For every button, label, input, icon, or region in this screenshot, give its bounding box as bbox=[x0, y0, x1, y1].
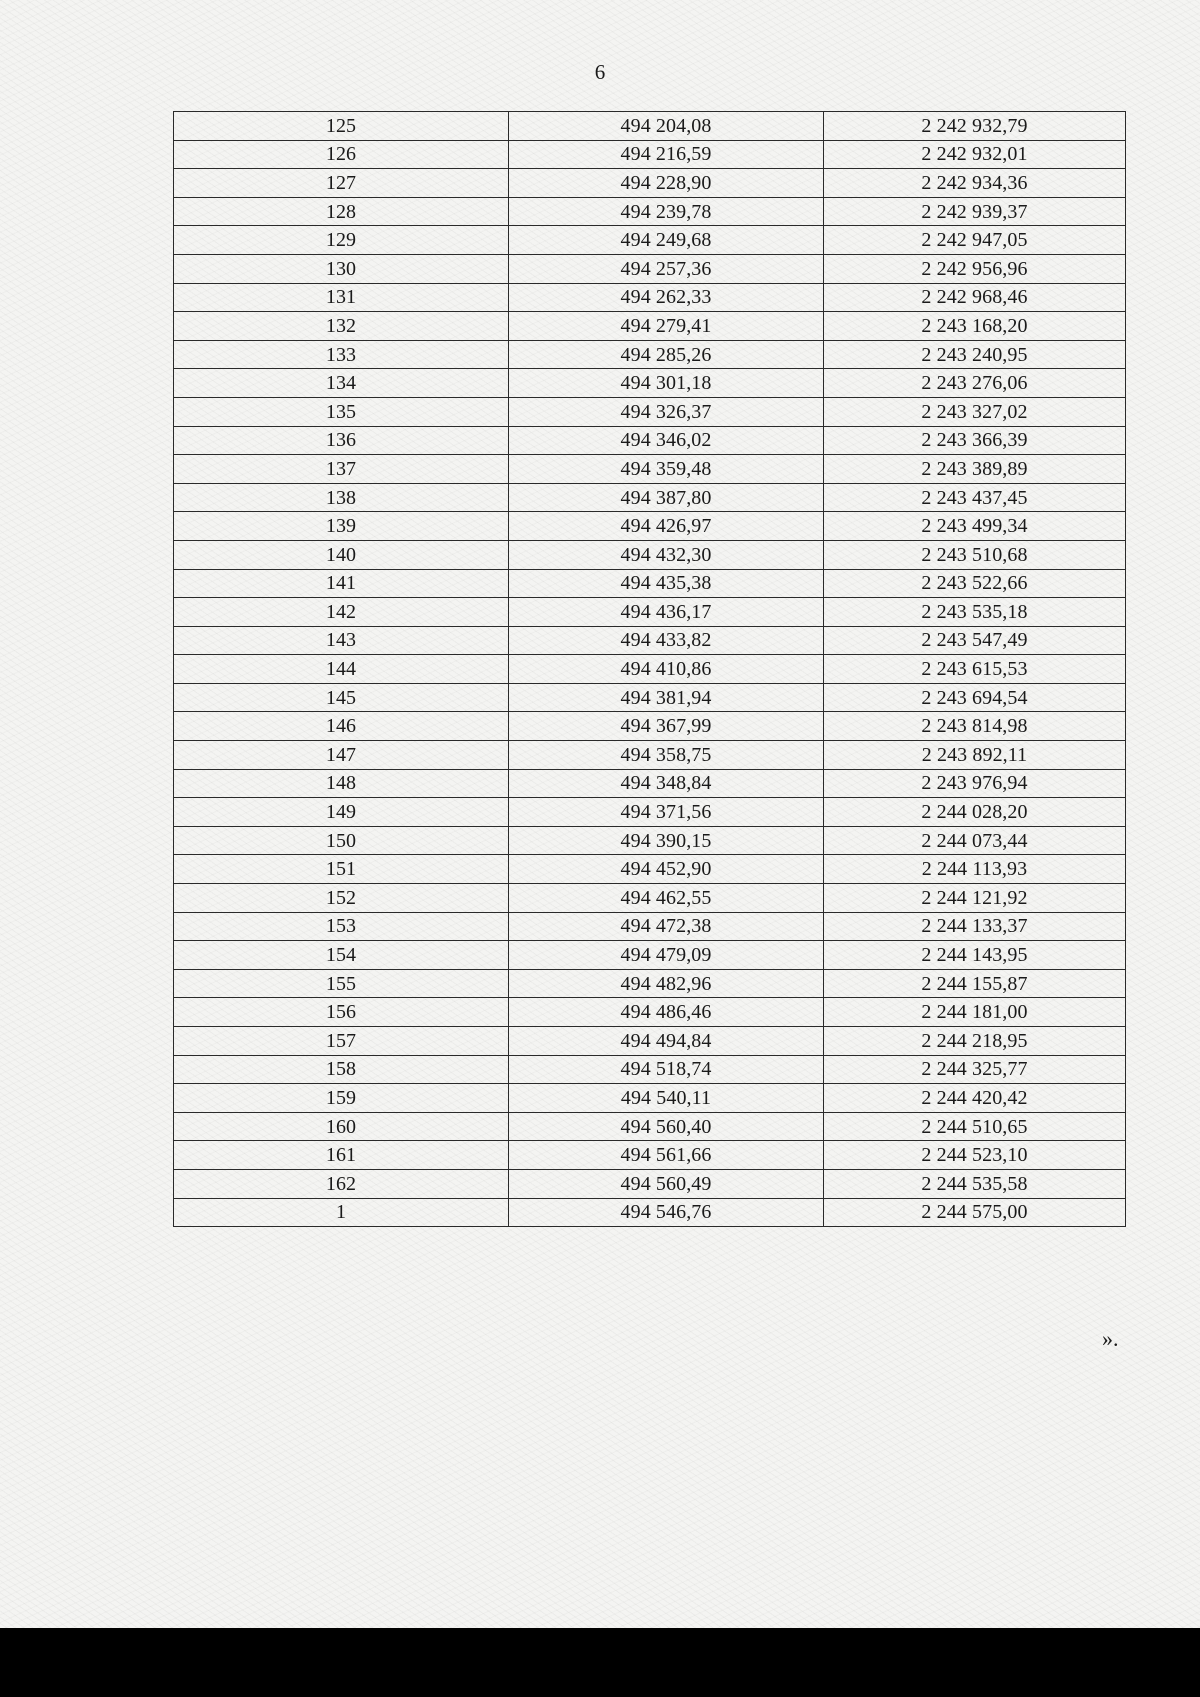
x-coordinate-cell: 494 462,55 bbox=[509, 884, 824, 913]
table-row bbox=[174, 655, 1126, 684]
point-number-cell: 131 bbox=[174, 283, 509, 312]
x-coordinate-cell: 494 540,11 bbox=[509, 1084, 824, 1113]
y-coordinate-cell: 2 243 366,39 bbox=[824, 426, 1126, 455]
y-coordinate-cell: 2 243 814,98 bbox=[824, 712, 1126, 741]
table-row bbox=[174, 283, 1126, 312]
table-row bbox=[174, 312, 1126, 341]
x-coordinate-cell: 494 486,46 bbox=[509, 998, 824, 1027]
table-row bbox=[174, 169, 1126, 198]
x-coordinate-cell: 494 518,74 bbox=[509, 1055, 824, 1084]
x-coordinate-cell: 494 257,36 bbox=[509, 254, 824, 283]
y-coordinate-cell: 2 244 143,95 bbox=[824, 941, 1126, 970]
x-coordinate-cell: 494 561,66 bbox=[509, 1141, 824, 1170]
x-coordinate-cell: 494 390,15 bbox=[509, 826, 824, 855]
x-coordinate-cell: 494 560,40 bbox=[509, 1112, 824, 1141]
x-coordinate-cell: 494 546,76 bbox=[509, 1198, 824, 1227]
y-coordinate-cell: 2 244 181,00 bbox=[824, 998, 1126, 1027]
x-coordinate-cell: 494 249,68 bbox=[509, 226, 824, 255]
x-coordinate-cell: 494 426,97 bbox=[509, 512, 824, 541]
y-coordinate-cell: 2 244 535,58 bbox=[824, 1169, 1126, 1198]
point-number-cell: 145 bbox=[174, 683, 509, 712]
table-row bbox=[174, 1169, 1126, 1198]
x-coordinate-cell: 494 432,30 bbox=[509, 540, 824, 569]
table-row bbox=[174, 340, 1126, 369]
table-row bbox=[174, 569, 1126, 598]
point-number-cell: 130 bbox=[174, 254, 509, 283]
point-number-cell: 156 bbox=[174, 998, 509, 1027]
point-number-cell: 142 bbox=[174, 598, 509, 627]
point-number-cell: 1 bbox=[174, 1198, 509, 1227]
table-row bbox=[174, 741, 1126, 770]
y-coordinate-cell: 2 244 575,00 bbox=[824, 1198, 1126, 1227]
point-number-cell: 148 bbox=[174, 769, 509, 798]
table-row bbox=[174, 1027, 1126, 1056]
y-coordinate-cell: 2 243 327,02 bbox=[824, 397, 1126, 426]
y-coordinate-cell: 2 243 976,94 bbox=[824, 769, 1126, 798]
y-coordinate-cell: 2 242 947,05 bbox=[824, 226, 1126, 255]
point-number-cell: 149 bbox=[174, 798, 509, 827]
x-coordinate-cell: 494 433,82 bbox=[509, 626, 824, 655]
table-row bbox=[174, 1084, 1126, 1113]
y-coordinate-cell: 2 243 276,06 bbox=[824, 369, 1126, 398]
y-coordinate-cell: 2 242 934,36 bbox=[824, 169, 1126, 198]
table-row bbox=[174, 397, 1126, 426]
x-coordinate-cell: 494 367,99 bbox=[509, 712, 824, 741]
table-row bbox=[174, 826, 1126, 855]
x-coordinate-cell: 494 326,37 bbox=[509, 397, 824, 426]
point-number-cell: 127 bbox=[174, 169, 509, 198]
table-row bbox=[174, 798, 1126, 827]
coordinates-table-body bbox=[174, 112, 1126, 1227]
x-coordinate-cell: 494 381,94 bbox=[509, 683, 824, 712]
y-coordinate-cell: 2 244 121,92 bbox=[824, 884, 1126, 913]
table-row bbox=[174, 769, 1126, 798]
table-row bbox=[174, 1055, 1126, 1084]
table-row bbox=[174, 455, 1126, 484]
point-number-cell: 135 bbox=[174, 397, 509, 426]
table-row bbox=[174, 1198, 1126, 1227]
y-coordinate-cell: 2 243 510,68 bbox=[824, 540, 1126, 569]
y-coordinate-cell: 2 243 240,95 bbox=[824, 340, 1126, 369]
point-number-cell: 158 bbox=[174, 1055, 509, 1084]
table-row bbox=[174, 540, 1126, 569]
x-coordinate-cell: 494 204,08 bbox=[509, 112, 824, 141]
point-number-cell: 146 bbox=[174, 712, 509, 741]
point-number-cell: 143 bbox=[174, 626, 509, 655]
point-number-cell: 132 bbox=[174, 312, 509, 341]
table-row bbox=[174, 369, 1126, 398]
y-coordinate-cell: 2 243 535,18 bbox=[824, 598, 1126, 627]
x-coordinate-cell: 494 348,84 bbox=[509, 769, 824, 798]
table-row bbox=[174, 969, 1126, 998]
y-coordinate-cell: 2 244 073,44 bbox=[824, 826, 1126, 855]
x-coordinate-cell: 494 301,18 bbox=[509, 369, 824, 398]
point-number-cell: 134 bbox=[174, 369, 509, 398]
y-coordinate-cell: 2 242 968,46 bbox=[824, 283, 1126, 312]
table-row bbox=[174, 140, 1126, 169]
table-row bbox=[174, 512, 1126, 541]
table-row bbox=[174, 254, 1126, 283]
x-coordinate-cell: 494 479,09 bbox=[509, 941, 824, 970]
point-number-cell: 126 bbox=[174, 140, 509, 169]
table-row bbox=[174, 998, 1126, 1027]
x-coordinate-cell: 494 494,84 bbox=[509, 1027, 824, 1056]
x-coordinate-cell: 494 279,41 bbox=[509, 312, 824, 341]
table-row bbox=[174, 1141, 1126, 1170]
x-coordinate-cell: 494 358,75 bbox=[509, 741, 824, 770]
page-number: 6 bbox=[594, 60, 606, 84]
point-number-cell: 151 bbox=[174, 855, 509, 884]
closing-quote-mark: ». bbox=[1102, 1326, 1119, 1351]
y-coordinate-cell: 2 243 615,53 bbox=[824, 655, 1126, 684]
y-coordinate-cell: 2 243 168,20 bbox=[824, 312, 1126, 341]
x-coordinate-cell: 494 285,26 bbox=[509, 340, 824, 369]
point-number-cell: 161 bbox=[174, 1141, 509, 1170]
x-coordinate-cell: 494 228,90 bbox=[509, 169, 824, 198]
y-coordinate-cell: 2 244 155,87 bbox=[824, 969, 1126, 998]
x-coordinate-cell: 494 387,80 bbox=[509, 483, 824, 512]
x-coordinate-cell: 494 560,49 bbox=[509, 1169, 824, 1198]
x-coordinate-cell: 494 371,56 bbox=[509, 798, 824, 827]
y-coordinate-cell: 2 243 437,45 bbox=[824, 483, 1126, 512]
table-row bbox=[174, 884, 1126, 913]
x-coordinate-cell: 494 216,59 bbox=[509, 140, 824, 169]
point-number-cell: 157 bbox=[174, 1027, 509, 1056]
y-coordinate-cell: 2 244 325,77 bbox=[824, 1055, 1126, 1084]
point-number-cell: 139 bbox=[174, 512, 509, 541]
table-row bbox=[174, 912, 1126, 941]
scan-border-bar bbox=[0, 1628, 1200, 1697]
table-row bbox=[174, 941, 1126, 970]
point-number-cell: 141 bbox=[174, 569, 509, 598]
y-coordinate-cell: 2 243 892,11 bbox=[824, 741, 1126, 770]
table-row bbox=[174, 626, 1126, 655]
table-row bbox=[174, 197, 1126, 226]
table-row bbox=[174, 112, 1126, 141]
x-coordinate-cell: 494 452,90 bbox=[509, 855, 824, 884]
coordinates-table bbox=[173, 111, 1126, 1227]
x-coordinate-cell: 494 435,38 bbox=[509, 569, 824, 598]
point-number-cell: 140 bbox=[174, 540, 509, 569]
point-number-cell: 138 bbox=[174, 483, 509, 512]
x-coordinate-cell: 494 482,96 bbox=[509, 969, 824, 998]
y-coordinate-cell: 2 242 956,96 bbox=[824, 254, 1126, 283]
y-coordinate-cell: 2 242 939,37 bbox=[824, 197, 1126, 226]
table-row bbox=[174, 483, 1126, 512]
y-coordinate-cell: 2 244 028,20 bbox=[824, 798, 1126, 827]
y-coordinate-cell: 2 243 389,89 bbox=[824, 455, 1126, 484]
table-row bbox=[174, 598, 1126, 627]
table-row bbox=[174, 855, 1126, 884]
y-coordinate-cell: 2 244 420,42 bbox=[824, 1084, 1126, 1113]
point-number-cell: 160 bbox=[174, 1112, 509, 1141]
point-number-cell: 125 bbox=[174, 112, 509, 141]
point-number-cell: 159 bbox=[174, 1084, 509, 1113]
point-number-cell: 150 bbox=[174, 826, 509, 855]
point-number-cell: 153 bbox=[174, 912, 509, 941]
y-coordinate-cell: 2 243 499,34 bbox=[824, 512, 1126, 541]
x-coordinate-cell: 494 359,48 bbox=[509, 455, 824, 484]
y-coordinate-cell: 2 242 932,01 bbox=[824, 140, 1126, 169]
point-number-cell: 147 bbox=[174, 741, 509, 770]
y-coordinate-cell: 2 244 523,10 bbox=[824, 1141, 1126, 1170]
table-row bbox=[174, 426, 1126, 455]
x-coordinate-cell: 494 436,17 bbox=[509, 598, 824, 627]
y-coordinate-cell: 2 244 510,65 bbox=[824, 1112, 1126, 1141]
x-coordinate-cell: 494 472,38 bbox=[509, 912, 824, 941]
y-coordinate-cell: 2 244 113,93 bbox=[824, 855, 1126, 884]
point-number-cell: 152 bbox=[174, 884, 509, 913]
y-coordinate-cell: 2 244 133,37 bbox=[824, 912, 1126, 941]
y-coordinate-cell: 2 244 218,95 bbox=[824, 1027, 1126, 1056]
point-number-cell: 136 bbox=[174, 426, 509, 455]
table-row bbox=[174, 683, 1126, 712]
point-number-cell: 128 bbox=[174, 197, 509, 226]
x-coordinate-cell: 494 346,02 bbox=[509, 426, 824, 455]
point-number-cell: 133 bbox=[174, 340, 509, 369]
point-number-cell: 162 bbox=[174, 1169, 509, 1198]
point-number-cell: 144 bbox=[174, 655, 509, 684]
y-coordinate-cell: 2 243 522,66 bbox=[824, 569, 1126, 598]
point-number-cell: 155 bbox=[174, 969, 509, 998]
y-coordinate-cell: 2 243 547,49 bbox=[824, 626, 1126, 655]
y-coordinate-cell: 2 243 694,54 bbox=[824, 683, 1126, 712]
table-row bbox=[174, 1112, 1126, 1141]
point-number-cell: 129 bbox=[174, 226, 509, 255]
point-number-cell: 154 bbox=[174, 941, 509, 970]
x-coordinate-cell: 494 410,86 bbox=[509, 655, 824, 684]
table-row bbox=[174, 226, 1126, 255]
point-number-cell: 137 bbox=[174, 455, 509, 484]
x-coordinate-cell: 494 239,78 bbox=[509, 197, 824, 226]
table-row bbox=[174, 712, 1126, 741]
y-coordinate-cell: 2 242 932,79 bbox=[824, 112, 1126, 141]
x-coordinate-cell: 494 262,33 bbox=[509, 283, 824, 312]
